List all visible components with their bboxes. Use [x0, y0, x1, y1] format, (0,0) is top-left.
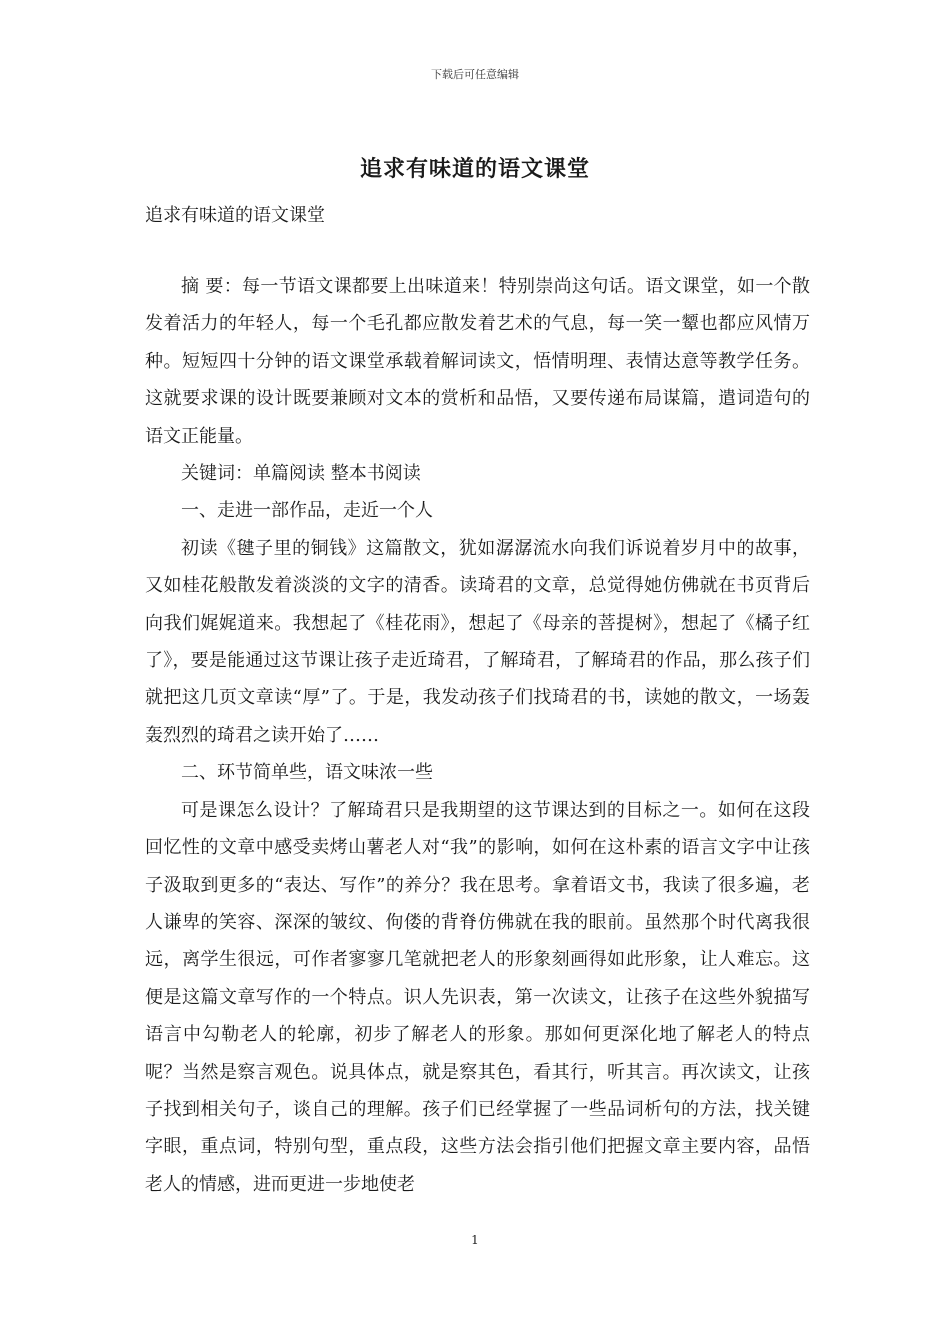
section-heading-1: 一、走进一部作品，走近一个人 — [181, 500, 433, 522]
abstract-paragraph: 摘 要：每一节语文课都要上出味道来！特别崇尚这句话。语文课堂，如一个散发着活力的年轻人，每一个毛孔都应散发着艺术的气息，每一笑一颦也都应风情万种。短短四十分钟的语文课堂承载着解词读文，悟情明理、表情达意等教学任务。这就要求课的设计既要兼顾对文本的赏析和品悟，又要传递布局谋篇，遣词造句的语文正能量。 — [145, 276, 810, 447]
page-number: 1 — [471, 1233, 479, 1247]
page-header-note: 下载后可任意编辑 — [431, 68, 519, 81]
body-text — [145, 268, 810, 1203]
body-paragraph: 可是课怎么设计？了解琦君只是我期望的这节课达到的目标之一。如何在这段回忆性的文章中感受卖烤山薯老人对“我”的影响，如何在这朴素的语言文字中让孩子汲取到更多的“表达、写作”的养分？我在思考。拿着语文书，我读了很多遍，老人谦卑的笑容、深深的皱纹、佝偻的背脊仿佛就在我的眼前。虽然那个时代离我很远，离学生很远，可作者寥寥几笔就把老人的形象刻画得如此形象，让人难忘。这便是这篇文章写作的一个特点。识人先识表，第一次读文，让孩子在这些外貌描写语言中勾勒老人的轮廓，初步了解老人的形象。那如何更深化地了解老人的特点呢？当然是察言观色。说具体点，就是察其色，看其行，听其言。再次读文，让孩子找到相关句子，谈自己的理解。孩子们已经掌握了一些品词析句的方法，找关键字眼，重点词，特别句型，重点段，这些方法会指引他们把握文章主要内容，品悟老人的情感，进而更进一步地使老 — [145, 799, 810, 1195]
document-title: 追求有味道的语文课堂 — [359, 156, 590, 182]
body-paragraph: 初读《毽子里的铜钱》这篇散文，犹如潺潺流水向我们诉说着岁月中的故事，又如桂花般散发着淡淡的文字的清香。读琦君的文章，总觉得她仿佛就在书页背后向我们娓娓道来。我想起了《桂花雨》，想起了《母亲的菩提树》，想起了《橘子红了》，要是能通过这节课让孩子走近琦君，了解琦君，了解琦君的作品，那么孩子们就把这几页文章读“厚”了。于是，我发动孩子们找琦君的书，读她的散文，一场轰轰烈烈的琦君之读开始了…… — [145, 537, 810, 746]
section-heading-2: 二、环节简单些，语文味浓一些 — [181, 762, 433, 784]
document-subtitle: 追求有味道的语文课堂 — [145, 205, 325, 226]
keywords-paragraph: 关键词：单篇阅读 整本书阅读 — [181, 463, 421, 485]
